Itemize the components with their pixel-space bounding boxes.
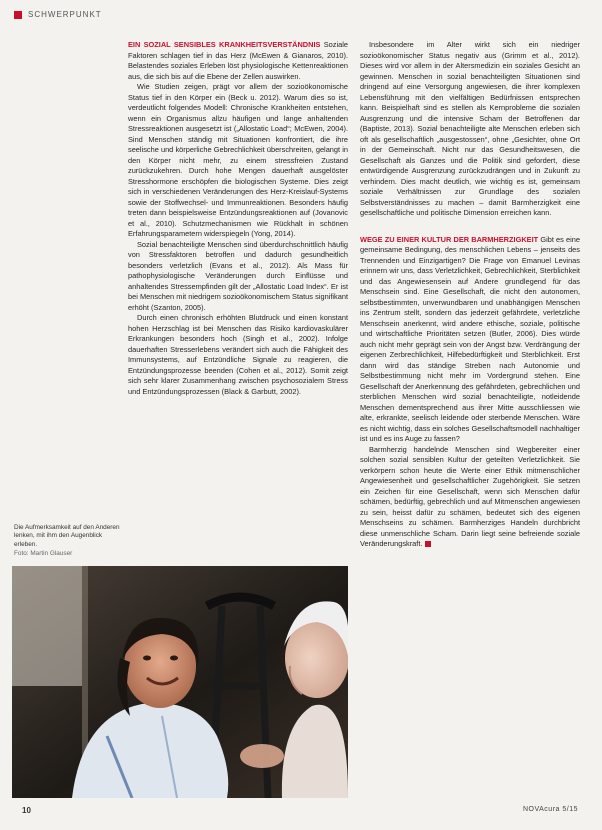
photo-credit: Foto: Martin Glauser [14, 550, 73, 558]
paragraph-text: Barmherzig handelnde Menschen sind Wegbereiter einer solchen sozial sensiblen Kultur der geteilten Verletzlichkeit. Sie verkörpern schon heute die Werte einer Ethik mitmenschlicher Angewiesenheit und gesellschaftlicher Zugehörigkeit. Sie setzen ein Zeichen für eine Gesellschaft, wenn sich Menschen dafür schämen, bedürftig, gebrechlich und auf Mitmenschen angewiesen zu sein, heisst dafür zu schämen, bedeutet sich des eigenen Menschseins zu schämen. Barmherziges Handeln durchbricht diese unmenschliche Scham. Darin liegt seine befreiende soziale Veränderungskraft. [360, 444, 580, 548]
paragraph: Insbesondere im Alter wirkt sich ein niedriger sozioökonomischer Status negativ aus (Grimm et al., 2012). Dieses wird vor allem in der Altersmedizin ein soziales Gesicht an gewinnen. Menschen in sozial benachteiligten Situationen sind dringend auf eine Versorgung angewiesen, die ihrer komplexen Lebensführung mit den vielfältigen Bedürfnissen entsprechen kann. Beispielhaft sind es stellen als Kernprobleme die sozialen Ausgrenzung und die intensive Scham der Betroffenen dar (Baptiste, 2013). Sozial benachteiligte alte Menschen erleben sich oft als gesellschaftlich „ausgestossen“, ohne „Gesichter, ohne Ort in der Gemeinschaft. Nicht nur das Gesundheitswesen, die Gesellschaft als Ganzes und die Politik sind gefordert, diese entwürdigende Ausgrenzung zurückzudrängen und in Zukunft zu verhindern. Dies macht deutlich, wie wichtig es ist, gemeinsam soziale Verhältnissen zur Grundlage des sozialen Selbstverständnisses zu machen – damit Barmherzigkeit eine gesellschaftliche und politische Dimension erreichen kann. [360, 40, 580, 217]
paragraph: Durch einen chronisch erhöhten Blutdruck und einen konstant hohen Herzschlag ist bei Menschen das Risiko kardiovaskulärer Erkrankungen besonders hoch (Singh et al., 2002). Infolge dauerhaften Stresserlebens verändert sich auch die Fähigkeit des Immunsystems, auf Entzündliche Signale zu reagieren, die Entzündungsprozesse beenden (Cohen et al., 2012). Somit zeigt sich sehr klarer Zusammenhang zwischen psychosozialem Stress und Entzündungsprozessen (Black & Garbutt, 2002). [128, 313, 348, 396]
publication-footer: NOVAcura 5/15 [522, 806, 578, 813]
end-mark [425, 541, 431, 547]
paragraph: Sozial benachteiligte Menschen sind überdurchschnittlich häufig von Stressfaktoren betroffen und dadurch gesundheitlich besonders verletzlich (Evans et al., 2012). Als Mass für pathophysiologische Veränderungen durch Einflüsse und anhaltendes Stressempfinden gilt der „Allostatic Load Index“. Er ist bei Menschen mit niedrigem sozioökonomischem Status signifikant erhöht (Szanton, 2005). [128, 239, 348, 312]
paragraph [360, 445, 580, 550]
paragraph-text: Gibt es eine gemeinsame Bedingung, des menschlichen Lebens – jenseits des Trennenden und Einzigartigen? Die Frage von Emanuel Levinas erinnern wir uns, dass Verletzlichkeit, Gebrechlichkeit, Sterblichkeit und das Angewiesensein auf Andere grundlegend für das Menschsein sind. Eine Gesellschaft, die nicht den autonomen, selbstbestimmten, unverwundbaren und unabhängigen Menschen ins Zentrum stellt, sondern das jederzeit gefährdete, verletzliche Menschsein anerkennt, wird andere ethische, soziale, politische und wirtschaftliche Prioritäten setzen (Butler, 2006). Dies würde auch nicht mehr geprägt sein von der Angst bzw. Verdrängung der eigenen Zerbrechlichkeit, Hilfebedürftigkeit und Sterblichkeit. Erst dann wird das ständige Streben nach Autonomie und Selbstbestimmung nicht mehr im Vordergrund stehen. Eine Gesellschaft der Anerkennung des gefährdeten, gebrechlichen und sterblichen Menschen wird sozial benachteiligte, notleidende Menschen dementsprechend aus ihrer Mitte ausschliessen wie alte, erkrankte, seelisch leidende oder sterbende Menschen. Wäre es nicht wichtig, dass ein solches Gesellschaftsmodell nachhaltiger ist und es ins Auge zu fassen? [360, 234, 580, 443]
paragraph [360, 235, 580, 445]
article-photo [12, 566, 348, 798]
text-column-right [360, 40, 580, 550]
paragraph: Wie Studien zeigen, prägt vor allem der sozioökonomische Status tief in den Körper ein (Beck u. 2012). Warum dies so ist, verdeutlicht folgendes Modell: Chronische Krankheiten entstehen, wenn ein Organismus allzu häufigen und lange anhaltenden Stressreaktionen ausgesetzt ist („Allostatic Load“; McEwen, 2004). Sind Menschen ständig mit Situationen konfrontiert, die ihre seelische und körperliche Gebrechlichkeit überschreiten, gelangt in den Körper nicht mehr, zu einem stressfreien Zustand zurückzukehren. Durch hohe Mengen dauerhaft ausgelöster Stresshormone erschöpfen die biologischen Systeme. Dies zeigt sich in verschiedenen Veränderungen des Herz-Kreislauf-Systems sowie der Stoffwechsel- und Immunreaktionen. Besonders häufig treten dann beispielsweise Entzündungsreaktionen auf (Jovanovic et al., 2010). Schutzmechanismen wie Rückhalt in schönen Erfahrungsparametern widerspiegeln (Yong, 2014). [128, 82, 348, 238]
paragraph [128, 40, 348, 82]
subheading: EIN SOZIAL SENSIBLES KRANKHEITSVERSTÄNDNIS [128, 40, 321, 49]
section-header [14, 10, 102, 19]
section-label: SCHWERPUNKT [28, 10, 102, 19]
subheading: WEGE ZU EINER KULTUR DER BARMHERZIGKEIT [360, 234, 539, 244]
photo-illustration [12, 566, 348, 798]
page-number: 10 [22, 806, 31, 815]
text-column-left [128, 40, 348, 397]
paragraph-text: Soziale Faktoren schlagen tief in das Herz (McEwen & Gianaros, 2010). Belastendes soziales Erleben löst physiologische Kettenreaktionen aus, die sich bis auf die Ebene der Zellen auswirken. [128, 40, 348, 81]
photo-caption [14, 524, 122, 559]
caption-text: Die Aufmerksamkeit auf den Anderen lenken, mit ihm den Augenblick erleben. [14, 524, 120, 548]
section-marker [14, 11, 22, 19]
